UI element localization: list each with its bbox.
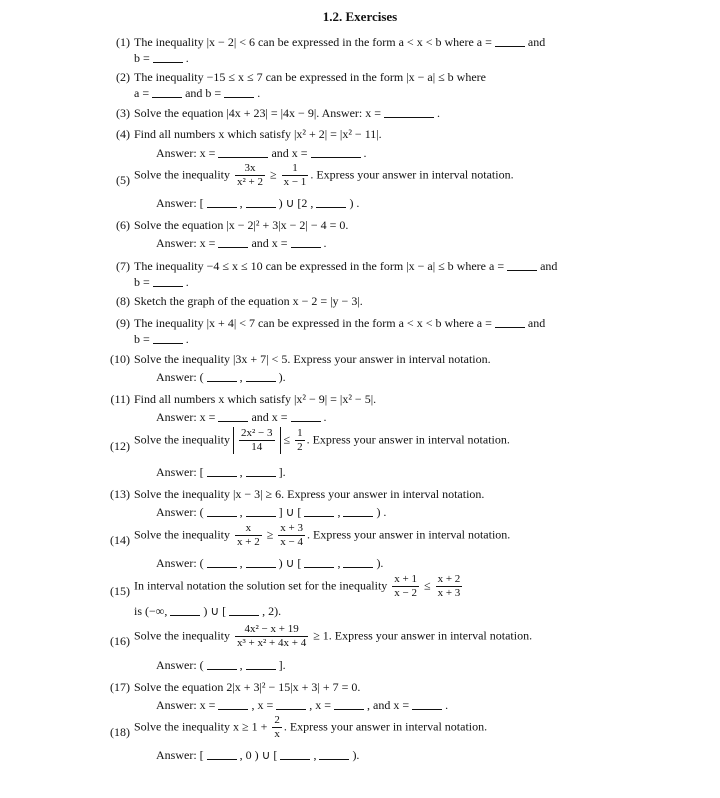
exercise-text: The inequality −4 ≤ x ≤ 10 can be expressed in the form |x − a| ≤ b where a = bbox=[134, 259, 508, 273]
answer-line-12 bbox=[156, 465, 286, 480]
answer-blank[interactable] bbox=[291, 411, 321, 422]
answer-blank[interactable] bbox=[218, 147, 268, 158]
answer-text: , 0 ) ∪ [ bbox=[236, 748, 281, 762]
exercise-number: (13) bbox=[110, 487, 130, 501]
answer-text: ) . bbox=[373, 505, 387, 519]
exercise-text: ≥ bbox=[267, 167, 280, 182]
answer-blank[interactable] bbox=[507, 260, 537, 271]
fraction bbox=[436, 573, 463, 600]
exercise-text: Solve the equation |x − 2|² + 3|x − 2| − 4 = 0. bbox=[134, 218, 349, 232]
answer-blank[interactable] bbox=[334, 699, 364, 710]
answer-text: Answer: [ bbox=[156, 465, 207, 479]
answer-text: ]. bbox=[275, 658, 286, 672]
exercise-text: . bbox=[254, 86, 261, 100]
answer-blank[interactable] bbox=[207, 466, 237, 477]
exercise-number: (15) bbox=[110, 584, 130, 598]
exercise-text: Find all numbers x which satisfy |x² + 2| = |x² − 11|. bbox=[134, 127, 382, 141]
answer-text: , bbox=[236, 556, 246, 570]
exercise-text: . bbox=[182, 51, 189, 65]
answer-blank[interactable] bbox=[153, 276, 183, 287]
numerator: 2 bbox=[274, 714, 280, 726]
answer-blank[interactable] bbox=[207, 371, 237, 382]
answer-text: ) . bbox=[346, 196, 360, 210]
answer-text: Answer: [ bbox=[156, 748, 207, 762]
answer-blank[interactable] bbox=[246, 506, 276, 517]
answer-text: ). bbox=[373, 556, 384, 570]
exercise-text: . bbox=[182, 332, 189, 346]
answer-blank[interactable] bbox=[170, 605, 200, 616]
denominator: x + 3 bbox=[437, 587, 461, 599]
exercise-number: (11) bbox=[110, 392, 130, 406]
exercise-text: b = bbox=[134, 51, 153, 65]
answer-text: . bbox=[320, 410, 327, 424]
answer-text: . bbox=[360, 146, 367, 160]
denominator: 14 bbox=[251, 441, 263, 453]
numerator: 1 bbox=[297, 427, 303, 439]
exercise-text: and bbox=[537, 259, 558, 273]
answer-blank[interactable] bbox=[304, 557, 334, 568]
answer-line-16 bbox=[156, 658, 286, 673]
exercise-number: (6) bbox=[116, 218, 130, 232]
numerator: 2x² − 3 bbox=[240, 427, 273, 439]
exercise-text: . Express your answer in interval notation. bbox=[306, 432, 510, 447]
answer-blank[interactable] bbox=[319, 749, 349, 760]
answer-blank[interactable] bbox=[229, 605, 259, 616]
exercise-text: The inequality |x + 4| < 7 can be expressed in the form a < x < b where a = bbox=[134, 316, 495, 330]
exercise-number: (9) bbox=[116, 316, 130, 330]
exercise-text: and bbox=[524, 35, 546, 49]
answer-blank[interactable] bbox=[495, 317, 525, 328]
answer-blank[interactable] bbox=[276, 699, 306, 710]
answer-text: , bbox=[236, 370, 246, 384]
exercise-number: (14) bbox=[110, 533, 130, 547]
answer-blank[interactable] bbox=[246, 197, 276, 208]
answer-blank[interactable] bbox=[291, 237, 321, 248]
page-title: 1.2. Exercises bbox=[322, 9, 398, 24]
numerator: 4x² − x + 19 bbox=[235, 623, 308, 637]
denominator: x − 2 bbox=[394, 587, 417, 599]
answer-text: ). bbox=[349, 748, 360, 762]
answer-blank[interactable] bbox=[412, 699, 442, 710]
answer-blank[interactable] bbox=[343, 506, 373, 517]
answer-text: and x = bbox=[248, 410, 291, 424]
fraction bbox=[278, 522, 305, 549]
answer-text: Answer: x = bbox=[156, 410, 219, 424]
answer-blank[interactable] bbox=[218, 411, 248, 422]
exercise-text: The inequality |x − 2| < 6 can be expressed in the form a < x < b where a = bbox=[134, 35, 495, 49]
answer-text: , x = bbox=[306, 698, 334, 712]
exercise-text: ≥ bbox=[263, 527, 277, 542]
exercise-text: ≤ bbox=[421, 578, 434, 593]
exercise-text: . Express your answer in interval notation. bbox=[310, 167, 514, 182]
numerator: x + 3 bbox=[280, 522, 304, 534]
exercise-text: Solve the inequality bbox=[134, 167, 233, 182]
numerator: x + 2 bbox=[437, 573, 461, 585]
exercise-number: (2) bbox=[116, 70, 130, 84]
denominator: x − 1 bbox=[283, 176, 307, 188]
exercise-text: Solve the inequality |3x + 7| < 5. Express your answer in interval notation. bbox=[134, 352, 491, 366]
exercise-number: (16) bbox=[110, 634, 130, 648]
answer-blank[interactable] bbox=[207, 659, 237, 670]
numerator: x + 1 bbox=[394, 573, 417, 585]
absolute-value bbox=[233, 427, 281, 454]
exercise-number: (3) bbox=[116, 106, 130, 120]
exercise-text: The inequality −15 ≤ x ≤ 7 can be expressed in the form |x − a| ≤ b where bbox=[134, 70, 486, 84]
answer-text: , bbox=[334, 556, 344, 570]
answer-line-18 bbox=[156, 748, 359, 763]
answer-text: , bbox=[236, 658, 246, 672]
exercise-number: (10) bbox=[110, 352, 130, 366]
exercise-text: b = bbox=[134, 332, 153, 346]
answer-text: Answer: [ bbox=[156, 196, 207, 210]
answer-text: ] ∪ [ bbox=[275, 505, 305, 519]
answer-text: Answer: ( bbox=[156, 556, 207, 570]
answer-text: . bbox=[442, 698, 449, 712]
answer-line-17 bbox=[156, 698, 448, 713]
answer-line-13 bbox=[156, 505, 386, 520]
exercise-text: . Express your answer in interval notation. bbox=[283, 719, 488, 734]
answer-text: Answer: ( bbox=[156, 370, 207, 384]
exercise-number: (17) bbox=[110, 680, 130, 694]
exercise-number: (7) bbox=[116, 259, 130, 273]
answer-text: . bbox=[320, 236, 327, 250]
exercise-text: Solve the inequality |x − 3| ≥ 6. Express your answer in interval notation. bbox=[134, 487, 485, 501]
exercise-text: ) ∪ [ bbox=[200, 604, 230, 618]
answer-text: and x = bbox=[268, 146, 311, 160]
exercise-text: Solve the inequality bbox=[134, 628, 233, 643]
answer-blank[interactable] bbox=[246, 557, 276, 568]
answer-blank[interactable] bbox=[218, 699, 248, 710]
exercise-text: Sketch the graph of the equation x − 2 = |y − 3|. bbox=[134, 294, 363, 308]
denominator: x³ + x² + 4x + 4 bbox=[236, 637, 307, 649]
answer-line-14 bbox=[156, 556, 383, 571]
exercise-text: Solve the equation |4x + 23| = |4x − 9|. Answer: x = bbox=[134, 106, 384, 120]
denominator: x − 4 bbox=[280, 536, 304, 548]
answer-blank[interactable] bbox=[207, 197, 237, 208]
numerator: 1 bbox=[282, 162, 309, 176]
answer-text: Answer: x = bbox=[156, 236, 219, 250]
exercise-text: ≥ 1. Express your answer in interval notation. bbox=[310, 628, 533, 643]
exercise-text: , 2). bbox=[259, 604, 282, 618]
answer-blank[interactable] bbox=[207, 557, 237, 568]
answer-blank[interactable] bbox=[153, 52, 183, 63]
fraction bbox=[235, 162, 265, 189]
exercise-number: (18) bbox=[110, 725, 130, 739]
answer-line-4 bbox=[156, 146, 367, 161]
fraction bbox=[282, 162, 309, 189]
answer-blank[interactable] bbox=[224, 87, 254, 98]
answer-text: , bbox=[334, 505, 344, 519]
answer-text: , bbox=[310, 748, 320, 762]
answer-text: , and x = bbox=[364, 698, 413, 712]
answer-text: Answer: ( bbox=[156, 658, 207, 672]
answer-text: Answer: x = bbox=[156, 146, 219, 160]
exercise-text: Solve the inequality bbox=[134, 527, 233, 542]
answer-blank[interactable] bbox=[384, 107, 434, 118]
answer-text: Answer: x = bbox=[156, 698, 219, 712]
exercise-number: (8) bbox=[116, 294, 130, 308]
exercise-text: and bbox=[524, 316, 546, 330]
answer-text: ) ∪ [ bbox=[275, 556, 305, 570]
answer-line-11 bbox=[156, 410, 327, 425]
exercise-text: b = bbox=[134, 275, 153, 289]
answer-blank[interactable] bbox=[246, 466, 276, 477]
numerator: x bbox=[235, 522, 262, 536]
denominator: x + 2 bbox=[236, 536, 260, 548]
exercise-text: . Express your answer in interval notation. bbox=[307, 527, 511, 542]
answer-blank[interactable] bbox=[280, 749, 310, 760]
answer-blank[interactable] bbox=[207, 749, 237, 760]
answer-blank[interactable] bbox=[304, 506, 334, 517]
fraction bbox=[392, 573, 419, 600]
fraction bbox=[235, 623, 308, 650]
answer-text: and x = bbox=[248, 236, 291, 250]
answer-blank[interactable] bbox=[246, 659, 276, 670]
answer-text: , bbox=[236, 465, 246, 479]
numerator: 3x bbox=[235, 162, 265, 176]
answer-line-10 bbox=[156, 370, 286, 385]
answer-line-5 bbox=[156, 196, 359, 211]
answer-blank[interactable] bbox=[343, 557, 373, 568]
answer-text: ). bbox=[275, 370, 286, 384]
denominator: x bbox=[274, 728, 280, 740]
answer-text: Answer: ( bbox=[156, 505, 207, 519]
fraction bbox=[239, 427, 275, 454]
answer-blank[interactable] bbox=[153, 333, 183, 344]
denominator: x² + 2 bbox=[236, 176, 263, 188]
answer-text: ) ∪ [2 , bbox=[275, 196, 317, 210]
exercise-text: Find all numbers x which satisfy |x² − 9| = |x² − 5|. bbox=[134, 392, 377, 406]
answer-blank[interactable] bbox=[316, 197, 346, 208]
exercise-text: Solve the inequality x ≥ 1 + bbox=[134, 719, 271, 734]
answer-blank[interactable] bbox=[152, 87, 182, 98]
exercise-number: (12) bbox=[110, 439, 130, 453]
fraction bbox=[235, 522, 262, 549]
exercise-text: In interval notation the solution set for the inequality bbox=[134, 578, 391, 593]
exercise-text: a = bbox=[134, 86, 153, 100]
exercise-text: . bbox=[434, 106, 440, 120]
answer-text: , x = bbox=[248, 698, 277, 712]
answer-text: , bbox=[236, 505, 246, 519]
exercise-15-line-2 bbox=[134, 604, 281, 619]
exercise-text: Solve the equation 2|x + 3|² − 15|x + 3| + 7 = 0. bbox=[134, 680, 361, 694]
exercise-text: Solve the inequality bbox=[134, 432, 233, 447]
answer-line-6 bbox=[156, 236, 327, 251]
denominator: 2 bbox=[297, 441, 303, 453]
exercise-text: . bbox=[182, 275, 189, 289]
answer-blank[interactable] bbox=[495, 36, 525, 47]
answer-blank[interactable] bbox=[218, 237, 248, 248]
answer-text: ]. bbox=[275, 465, 286, 479]
exercise-text: ≤ bbox=[280, 432, 294, 447]
exercise-text: is (−∞, bbox=[134, 604, 171, 618]
answer-text: , bbox=[236, 196, 246, 210]
exercise-number: (1) bbox=[116, 35, 130, 49]
fraction bbox=[272, 714, 282, 741]
answer-blank[interactable] bbox=[311, 147, 361, 158]
exercise-text: and b = bbox=[182, 86, 225, 100]
fraction bbox=[295, 427, 305, 454]
exercise-number: (5) bbox=[116, 173, 130, 187]
exercise-number: (4) bbox=[116, 127, 130, 141]
answer-blank[interactable] bbox=[207, 506, 237, 517]
answer-blank[interactable] bbox=[246, 371, 276, 382]
